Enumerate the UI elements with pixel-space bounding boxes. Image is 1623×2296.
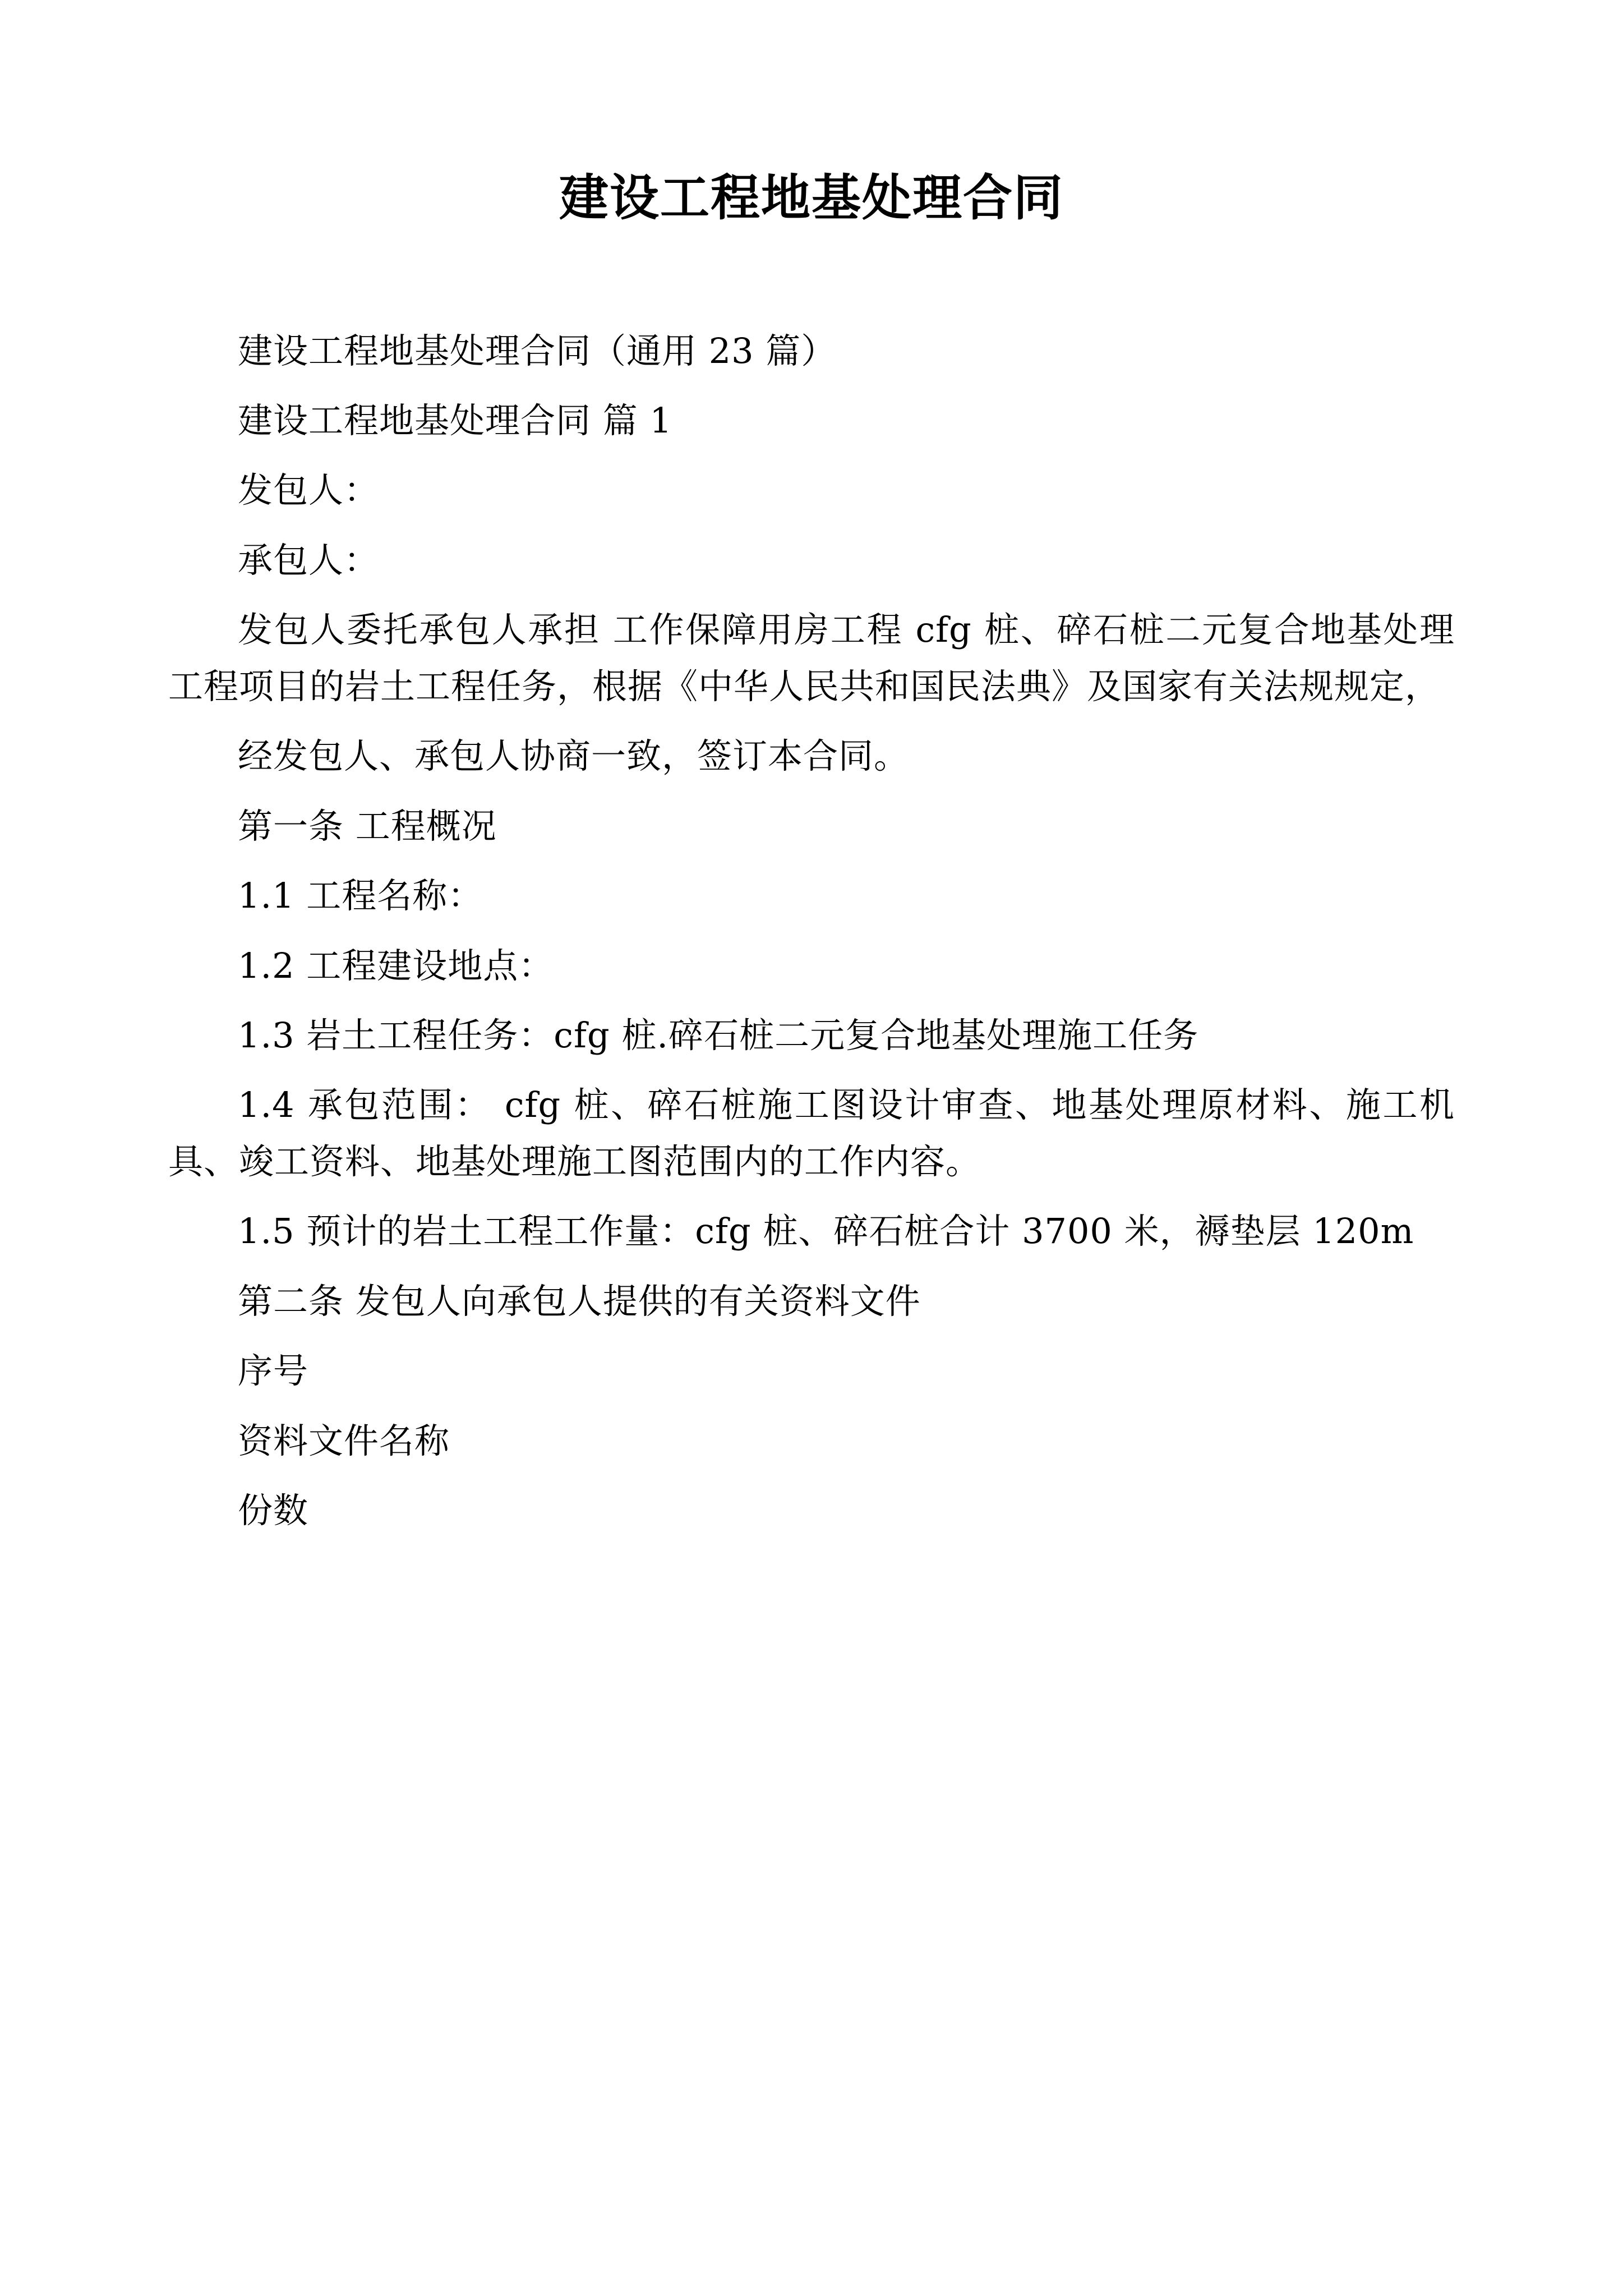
paragraph: 1.1 工程名称： — [238, 875, 483, 917]
paragraph: 经发包人、承包人协商一致，签订本合同。 — [238, 735, 910, 777]
paragraph: 序号 — [238, 1350, 309, 1392]
page-title: 建设工程地基处理合同 — [559, 169, 1064, 227]
paragraph: 承包人： — [238, 539, 380, 581]
paragraph: 1.3 岩土工程任务：cfg 桩.碎石桩二元复合地基处理施工任务 — [238, 1014, 1199, 1056]
paragraph: 份数 — [238, 1490, 309, 1531]
paragraph: 1.5 预计的岩土工程工作量：cfg 桩、碎石桩合计 3700 米，褥垫层 120m — [238, 1211, 1414, 1252]
paragraph: 第一条 工程概况 — [238, 805, 497, 846]
paragraph: 建设工程地基处理合同（通用 23 篇） — [238, 330, 837, 371]
document-body — [168, 323, 1455, 1539]
paragraph: 建设工程地基处理合同 篇 1 — [238, 400, 672, 441]
paragraph: 1.2 工程建设地点： — [238, 945, 554, 986]
paragraph: 发包人： — [238, 470, 380, 511]
paragraph: 资料文件名称 — [238, 1420, 450, 1461]
paragraph: 1.4 承包范围： cfg 桩、碎石桩施工图设计审查、地基处理原材料、施工机具、竣工资料、地基处理施工图范围内的工作内容。 — [168, 1084, 1455, 1182]
paragraph: 发包人委托承包人承担 工作保障用房工程 cfg 桩、碎石桩二元复合地基处理 工程项目的岩土工程任务，根据《中华人民共和国民法典》及国家有关法规规定， — [168, 609, 1455, 707]
paragraph: 第二条 发包人向承包人提供的有关资料文件 — [238, 1280, 921, 1322]
